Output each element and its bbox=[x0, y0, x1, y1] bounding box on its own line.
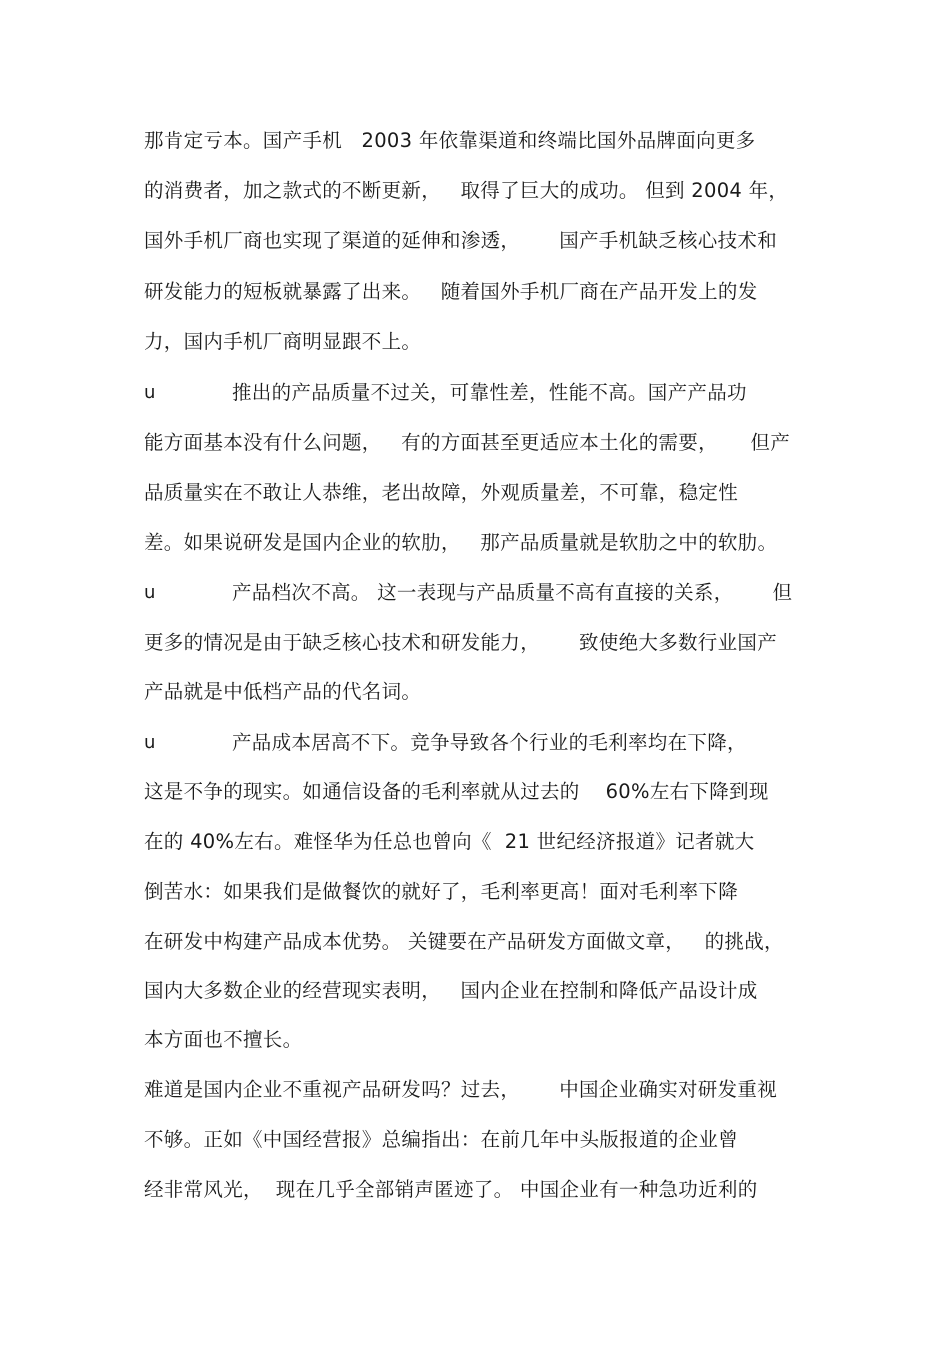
text-line: 这是不争的现实。如通信设备的毛利率就从过去的 60%左右下降到现 bbox=[144, 780, 769, 803]
text-line: 推出的产品质量不过关，可靠性差，性能不高。国产产品功 bbox=[232, 381, 747, 404]
text-line: 的消费者，加之款式的不断更新， 取得了巨大的成功。 但到 2004 年， bbox=[144, 179, 789, 202]
text-line: 本方面也不擅长。 bbox=[144, 1028, 303, 1051]
text-line: 国内大多数企业的经营现实表明， 国内企业在控制和降低产品设计成 bbox=[144, 979, 758, 1002]
text-line: 国外手机厂商也实现了渠道的延伸和渗透， 国产手机缺乏核心技术和 bbox=[144, 229, 777, 252]
text-line: 不够。正如《中国经营报》总编指出：在前几年中头版报道的企业曾 bbox=[144, 1128, 739, 1151]
text-line: 产品成本居高不下。竞争导致各个行业的毛利率均在下降， bbox=[232, 731, 747, 754]
text-line: 经非常风光， 现在几乎全部销声匿迹了。 中国企业有一种急功近利的 bbox=[144, 1178, 758, 1201]
bullet-marker: u bbox=[144, 382, 156, 403]
bullet-marker: u bbox=[144, 582, 156, 603]
text-line: 产品档次不高。 这一表现与产品质量不高有直接的关系， 但 bbox=[232, 581, 793, 604]
text-line: 产品就是中低档产品的代名词。 bbox=[144, 680, 422, 703]
text-line: 研发能力的短板就暴露了出来。 随着国外手机厂商在产品开发上的发 bbox=[144, 280, 758, 303]
text-line: 差。如果说研发是国内企业的软肋， 那产品质量就是软肋之中的软肋。 bbox=[144, 531, 778, 554]
text-line: 那肯定亏本。国产手机 2003 年依靠渠道和终端比国外品牌面向更多 bbox=[144, 129, 756, 152]
text-line: 在研发中构建产品成本优势。 关键要在产品研发方面做文章， 的挑战， bbox=[144, 930, 784, 953]
text-line: 在的 40%左右。难怪华为任总也曾向《 21 世纪经济报道》记者就大 bbox=[144, 830, 755, 853]
text-line: 力，国内手机厂商明显跟不上。 bbox=[144, 330, 422, 353]
text-line: 倒苦水：如果我们是做餐饮的就好了，毛利率更高！面对毛利率下降 bbox=[144, 880, 739, 903]
text-line: 难道是国内企业不重视产品研发吗？过去， 中国企业确实对研发重视 bbox=[144, 1078, 777, 1101]
text-line: 更多的情况是由于缺乏核心技术和研发能力， 致使绝大多数行业国产 bbox=[144, 631, 777, 654]
text-line: 品质量实在不敢让人恭维，老出故障，外观质量差，不可靠，稳定性 bbox=[144, 481, 739, 504]
bullet-marker: u bbox=[144, 732, 156, 753]
text-line: 能方面基本没有什么问题， 有的方面甚至更适应本土化的需要， 但产 bbox=[144, 431, 790, 454]
